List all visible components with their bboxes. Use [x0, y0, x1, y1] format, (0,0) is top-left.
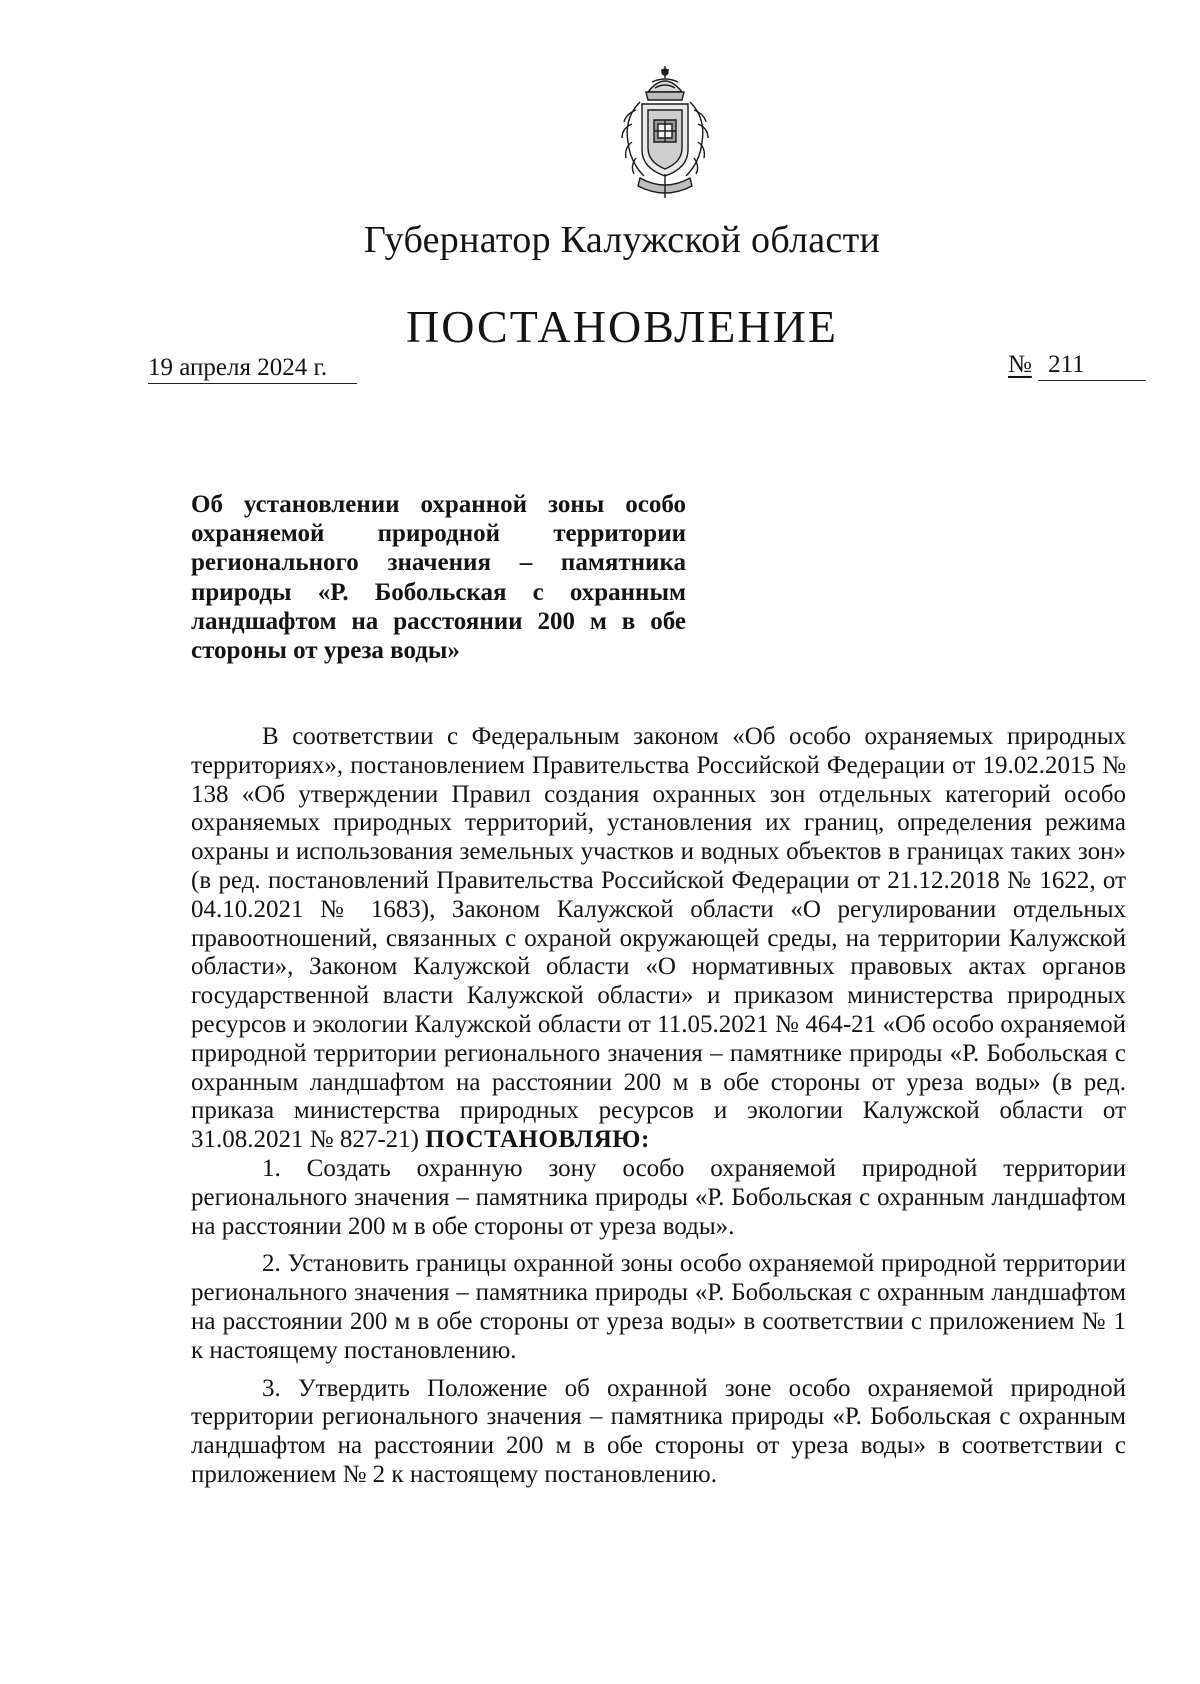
list-item: 3. Утвердить Положение об охранной зоне особо охраняемой природной территории регионального значения – памятника природы «Р. Бобольская с охранным ландшафтом на расстоянии 200 м в обе стороны от уреза воды» в соответствии с приложением № 2 к настоящему постановлению. — [191, 1374, 1126, 1488]
list-item: 2. Установить границы охранной зоны особо охраняемой природной территории регионального значения – памятника природы «Р. Бобольская с охранным ландшафтом на расстоянии 200 м в обе стороны от уреза воды» в соответствии с приложением № 1 к настоящему постановлению. — [191, 1250, 1126, 1364]
document-date: 19 апреля 2024 г. — [148, 353, 357, 384]
preamble-text: В соответствии с Федеральным законом «Об особо охраняемых природных территориях», постановлением Правительства Российской Федерации от 19.02.2015 № 138 «Об утверждении Правил создания охранных зон отдельных категорий особо охраняемых природных территорий, установления их границ, определения режима охраны и использования земельных участков и водных объектов в границах таких зон» (в ред. постановлений Правительства Российской Федерации от 21.12.2018 № 1622, от 04.10.2021 № 1683), Законом Калужской области «О регулировании отдельных правоотношений, связанных с охраной окружающей среды, на территории Калужской области», Законом Калужской области «О нормативных правовых актах органов государственной власти Калужской области» и приказом министерства природных ресурсов и экологии Калужской области от 11.05.2021 № 464-21 «Об особо охраняемой природной территории регионального значения – памятнике природы «Р. Бобольская с охранным ландшафтом на расстоянии 200 м в обе стороны от уреза воды» (в ред. приказа министерства природных ресурсов и экологии Калужской области от 31.08.2021 № 827-21) — [191, 723, 1126, 1154]
document-number — [1008, 350, 1146, 381]
document-type: ПОСТАНОВЛЕНИЕ — [406, 301, 838, 352]
number-value: 211 — [1038, 350, 1146, 381]
document-body — [191, 723, 1126, 1490]
preamble-paragraph — [191, 723, 1126, 1155]
list-item: 1. Создать охранную зону особо охраняемой природной территории регионального значения – памятника природы «Р. Бобольская с охранным ландшафтом на расстоянии 200 м в обе стороны от уреза воды». — [191, 1154, 1126, 1240]
issuing-authority: Губернатор Калужской области — [363, 219, 881, 261]
coat-of-arms-icon — [610, 62, 720, 202]
decree-word: ПОСТАНОВЛЯЮ: — [425, 1126, 650, 1154]
number-label: № — [1008, 351, 1032, 378]
document-subject: Об установлении охранной зоны особо охраняемой природной территории регионального значения – памятника природы «Р. Бобольская с охранным ландшафтом на расстоянии 200 м в обе стороны от уреза воды» — [191, 491, 686, 665]
